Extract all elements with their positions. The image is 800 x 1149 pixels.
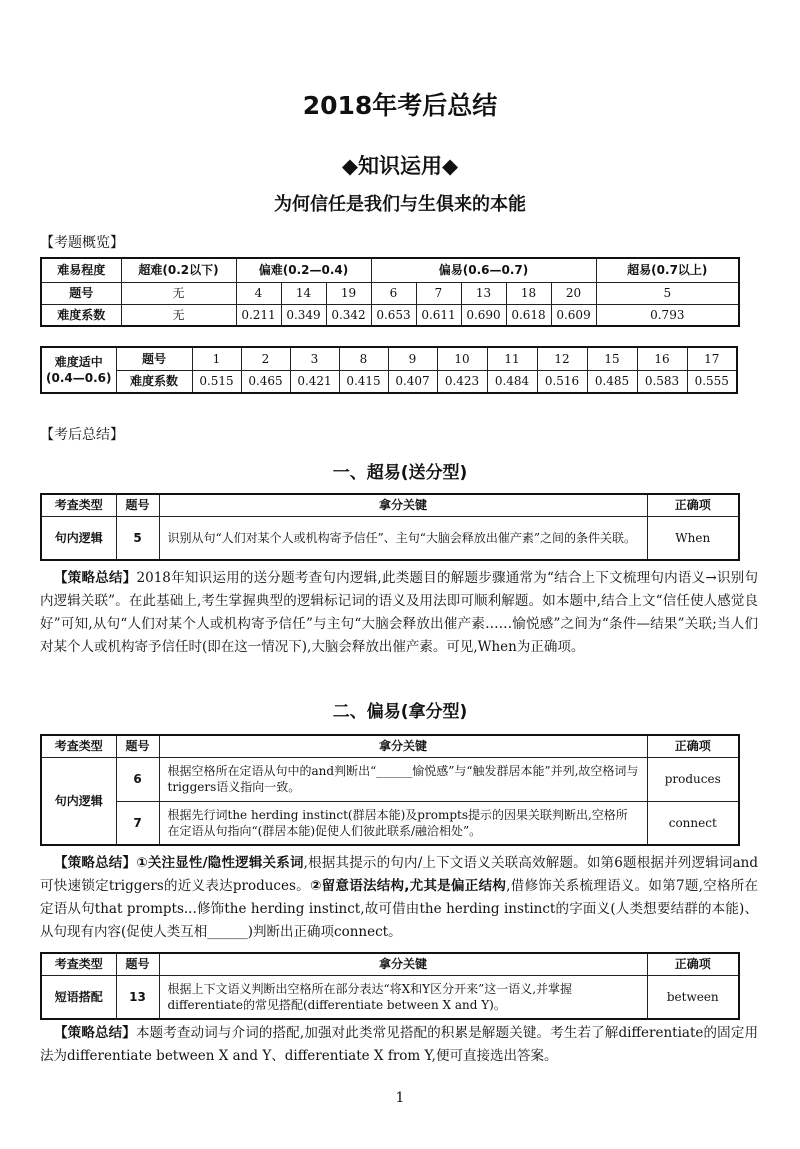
scoring-key: 根据空格所在定语从句中的and判断出“______愉悦感”与“触发群居本能”并列,故空格词与triggers语义指向一致。 — [159, 757, 647, 801]
table-cell: 13 — [461, 282, 506, 304]
table-cell: 20 — [551, 282, 596, 304]
group-medium-line1: 难度适中 — [54, 354, 103, 369]
table-row — [41, 757, 739, 801]
table-cell: 11 — [487, 347, 537, 370]
question-type: 短语搭配 — [41, 975, 116, 1019]
table-cell: 0.690 — [461, 304, 506, 326]
row-header: 难度系数 — [41, 304, 121, 326]
part1-strategy — [40, 567, 758, 659]
table-cell: 0.618 — [506, 304, 551, 326]
column-header: 拿分关键 — [159, 735, 647, 757]
table-cell: 0.465 — [241, 370, 290, 393]
table-header-row — [41, 953, 739, 975]
column-header: 题号 — [116, 735, 159, 757]
group-medium-line2: (0.4—0.6) — [46, 371, 112, 385]
table-cell: 0.583 — [637, 370, 687, 393]
question-number: 6 — [116, 757, 159, 801]
scoring-key: 根据上下文语义判断出空格所在部分表达“将X和Y区分开来”这一语义,并掌握differentiate的常见搭配(differentiate between X and Y)。 — [159, 975, 647, 1019]
column-header: 题号 — [116, 494, 159, 516]
table-row — [41, 282, 739, 304]
scoring-key: 识别从句“人们对某个人或机构寄予信任”、主句“大脑会释放出催产素”之间的条件关联。 — [159, 516, 647, 560]
row-header: 难度系数 — [116, 370, 192, 393]
medium-difficulty-table — [40, 346, 738, 394]
correct-answer: between — [647, 975, 739, 1019]
table-cell: 18 — [506, 282, 551, 304]
row-header: 题号 — [41, 282, 121, 304]
table-cell: 10 — [437, 347, 487, 370]
table-cell: 3 — [290, 347, 339, 370]
column-header: 正确项 — [647, 953, 739, 975]
table-cell: 7 — [416, 282, 461, 304]
table-cell: 0.516 — [537, 370, 587, 393]
correct-answer: connect — [647, 801, 739, 845]
table-cell: 2 — [241, 347, 290, 370]
table-row — [41, 516, 739, 560]
row-header: 题号 — [116, 347, 192, 370]
question-type: 句内逻辑 — [41, 757, 116, 845]
difficulty-table — [40, 257, 740, 327]
part3-table — [40, 952, 740, 1020]
question-number: 7 — [116, 801, 159, 845]
correct-answer: produces — [647, 757, 739, 801]
column-header: 拿分关键 — [159, 494, 647, 516]
page-number: 1 — [395, 1090, 405, 1106]
strategy-point-1: ①关注显性/隐性逻辑关系词 — [136, 855, 304, 871]
column-header: 正确项 — [647, 494, 739, 516]
column-header: 考查类型 — [41, 735, 116, 757]
table-row — [41, 304, 739, 326]
table-cell: 0.793 — [596, 304, 739, 326]
column-header: 考查类型 — [41, 953, 116, 975]
table-cell: 0.211 — [236, 304, 281, 326]
table-cell: 9 — [388, 347, 437, 370]
table-cell: 0.349 — [281, 304, 326, 326]
strategy-label: 【策略总结】 — [54, 1025, 136, 1041]
table-cell: 无 — [121, 304, 236, 326]
table-cell: 0.342 — [326, 304, 371, 326]
table-cell: 4 — [236, 282, 281, 304]
table-row — [41, 347, 737, 370]
table-cell: 0.653 — [371, 304, 416, 326]
table-cell: 12 — [537, 347, 587, 370]
table-cell: 0.407 — [388, 370, 437, 393]
table-cell: 0.485 — [587, 370, 637, 393]
table-cell: 16 — [637, 347, 687, 370]
group-medium — [41, 347, 116, 393]
table-cell: 19 — [326, 282, 371, 304]
table-cell: 8 — [339, 347, 388, 370]
table-row — [41, 370, 737, 393]
table-header-row — [41, 735, 739, 757]
part1-table — [40, 493, 740, 561]
group-chaonan: 超难(0.2以下) — [121, 258, 236, 282]
group-piannan: 偏难(0.2—0.4) — [236, 258, 371, 282]
part3-strategy — [40, 1022, 758, 1068]
table-cell: 0.423 — [437, 370, 487, 393]
column-header: 题号 — [116, 953, 159, 975]
article-subtitle: 为何信任是我们与生俱来的本能 — [274, 194, 526, 215]
part2-table — [40, 734, 740, 846]
table-row — [41, 258, 739, 282]
part2-heading: 二、偏易(拿分型) — [332, 702, 468, 722]
table-cell: 0.415 — [339, 370, 388, 393]
table-cell: 无 — [121, 282, 236, 304]
table-cell: 17 — [687, 347, 737, 370]
strategy-text-1: ,根据其提示的句内/上下文语义关联高效解题。如第6题根据并列逻辑词and可快速锁定triggers的近义表达produces。 — [40, 855, 758, 894]
part2-strategy — [40, 852, 758, 944]
question-number: 5 — [116, 516, 159, 560]
group-pianyi: 偏易(0.6—0.7) — [371, 258, 596, 282]
table-cell: 0.555 — [687, 370, 737, 393]
row-header: 难易程度 — [41, 258, 121, 282]
question-number: 13 — [116, 975, 159, 1019]
strategy-label: 【策略总结】 — [54, 855, 137, 871]
table-cell: 15 — [587, 347, 637, 370]
scoring-key: 根据先行词the herding instinct(群居本能)及prompts提示的因果关联判断出,空格所在定语从句指向“(群居本能)促使人们彼此联系/融洽相处”。 — [159, 801, 647, 845]
table-row — [41, 975, 739, 1019]
overview-label: 【考题概览】 — [40, 235, 124, 251]
column-header: 正确项 — [647, 735, 739, 757]
correct-answer: When — [647, 516, 739, 560]
table-cell: 6 — [371, 282, 416, 304]
table-cell: 5 — [596, 282, 739, 304]
page-title: 2018年考后总结 — [302, 91, 498, 120]
part1-heading: 一、超易(送分型) — [332, 463, 468, 483]
section-heading: ◆知识运用◆ — [341, 154, 459, 178]
table-cell: 0.421 — [290, 370, 339, 393]
table-cell: 0.484 — [487, 370, 537, 393]
summary-label: 【考后总结】 — [40, 427, 124, 443]
group-chaoyi: 超易(0.7以上) — [596, 258, 739, 282]
table-cell: 0.611 — [416, 304, 461, 326]
column-header: 考查类型 — [41, 494, 116, 516]
table-cell: 0.515 — [192, 370, 241, 393]
strategy-point-2: ②留意语法结构,尤其是偏正结构 — [309, 878, 507, 894]
strategy-text: 2018年知识运用的送分题考查句内逻辑,此类题目的解题步骤通常为“结合上下文梳理句内语义→识别句内逻辑关联”。在此基础上,考生掌握典型的逻辑标记词的语义及用法即可顺利解题。如本题中,结合上文“信任使人感觉良好”可知,从句“人们对某个人或机构寄予信任”与主句“大脑会释放出催产素……愉悦感”之间为“条件—结果”关联;当人们对某个人或机构寄予信任时(即在这一情况下),大脑会释放出催产素。可见,When为正确项。 — [40, 570, 758, 655]
table-cell: 0.609 — [551, 304, 596, 326]
table-row — [41, 801, 739, 845]
table-cell: 1 — [192, 347, 241, 370]
question-type: 句内逻辑 — [41, 516, 116, 560]
table-cell: 14 — [281, 282, 326, 304]
strategy-text: 本题考查动词与介词的搭配,加强对此类常见搭配的积累是解题关键。考生若了解differentiate的固定用法为differentiate between X and Y、differentiate X from Y,便可直接选出答案。 — [40, 1025, 759, 1064]
strategy-label: 【策略总结】 — [54, 570, 137, 586]
column-header: 拿分关键 — [159, 953, 647, 975]
table-header-row — [41, 494, 739, 516]
strategy-text-2: ,借修饰关系梳理语义。如第7题,空格所在定语从句that prompts...修饰the herding instinct,故可借由the herding instinct的字面义(人类想要结群的本能)、从句现有内容(促使人类互相______)判断出正确项connect。 — [40, 878, 759, 940]
